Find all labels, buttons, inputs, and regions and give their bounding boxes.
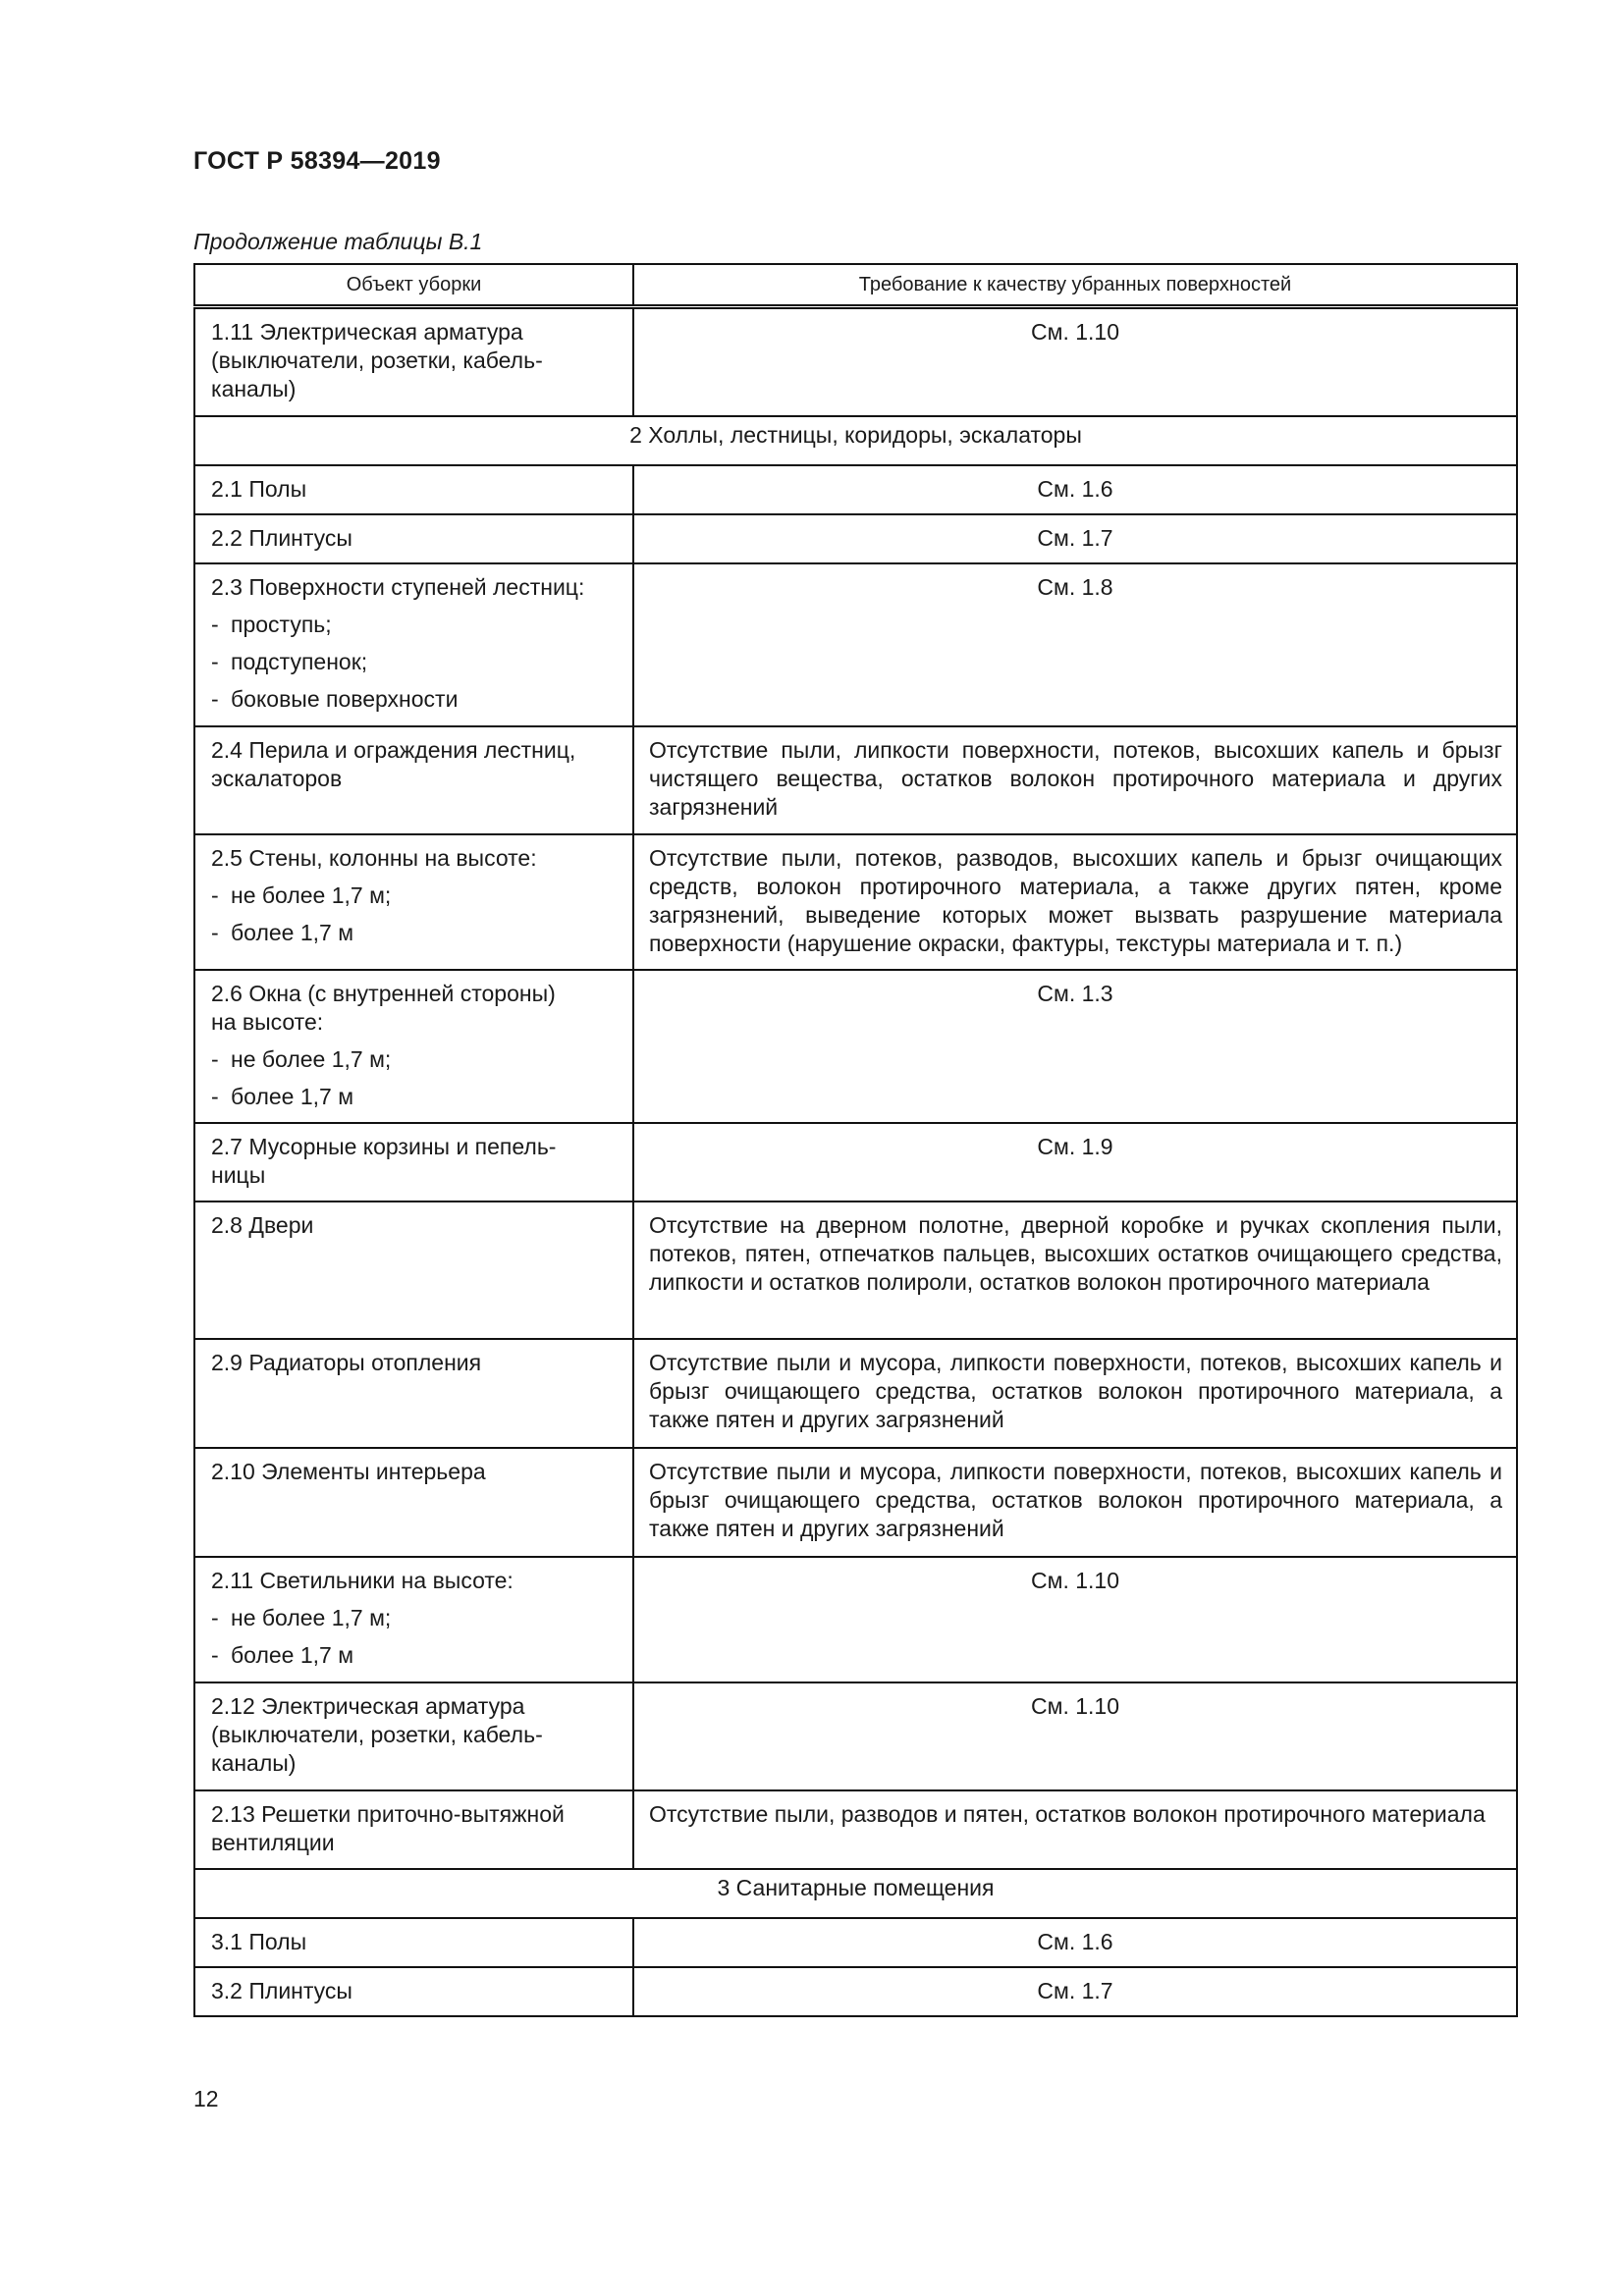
object-cell [194, 307, 633, 416]
column-header-requirement: Требование к качеству убранных поверхностей [633, 264, 1517, 307]
table-row [194, 465, 1517, 514]
page-number: 12 [193, 2086, 219, 2111]
table-row [194, 726, 1517, 834]
object-cell [194, 1123, 633, 1201]
object-text-line: 2.4 Перила и ограждения лестниц, [211, 736, 576, 763]
object-text-line: 2.6 Окна (с внутренней стороны) [211, 980, 556, 1006]
object-text-line: 2.3 Поверхности ступеней лестниц: [211, 573, 585, 600]
table-row [194, 307, 1517, 416]
list-item: - не более 1,7 м; [211, 1045, 621, 1074]
object-text-line: вентиляции [211, 1829, 335, 1855]
table-row [194, 1448, 1517, 1557]
requirement-cell: Отсутствие пыли, потеков, разводов, высохших капель и брызг очищающих средств, волокон протирочного материала, а также других пятен, кроме загрязнений, выведение которых может вызвать разрушение материала поверхности (нарушение окраски, фактуры, текстуры материала и т. п.) [633, 834, 1517, 970]
requirement-cell: Отсутствие пыли, разводов и пятен, остатков волокон протирочного материала [633, 1790, 1517, 1869]
section-row [194, 1869, 1517, 1918]
object-text-line: (выключатели, розетки, кабель- [211, 1721, 543, 1747]
table-row [194, 1918, 1517, 1967]
table-row [194, 1201, 1517, 1339]
object-cell: 2.9 Радиаторы отопления [194, 1339, 633, 1448]
object-text-line: на высоте: [211, 1008, 324, 1035]
table-row [194, 1557, 1517, 1682]
object-text-line: ницы [211, 1161, 266, 1188]
object-text-line: 2.7 Мусорные корзины и пепель- [211, 1133, 557, 1159]
object-text-line: каналы) [211, 376, 297, 401]
requirement-cell: См. 1.6 [633, 1918, 1517, 1967]
requirement-cell: См. 1.7 [633, 514, 1517, 563]
object-text-line: (выключатели, розетки, кабель- [211, 347, 543, 373]
object-text-line: 2.5 Стены, колонны на высоте: [211, 844, 537, 871]
list-item: - не более 1,7 м; [211, 1604, 621, 1632]
table-row [194, 1967, 1517, 2016]
requirement-cell: Отсутствие на дверном полотне, дверной коробке и ручках скопления пыли, потеков, пятен, отпечатков пальцев, высохших остатков очищающего средства, липкости и остатков полироли, остатков волокон протирочного материала [633, 1201, 1517, 1339]
column-header-object: Объект уборки [194, 264, 633, 307]
requirement-cell: См. 1.8 [633, 563, 1517, 726]
table-row [194, 834, 1517, 970]
list-item: - не более 1,7 м; [211, 881, 621, 910]
object-cell [194, 1790, 633, 1869]
list-item: - более 1,7 м [211, 919, 621, 947]
object-text-line: эскалаторов [211, 765, 343, 791]
requirement-cell: Отсутствие пыли и мусора, липкости поверхности, потеков, высохших капель и брызг очищающего средства, остатков волокон протирочного материала, а также пятен и других загрязнений [633, 1448, 1517, 1557]
object-sublist [211, 1604, 621, 1670]
requirement-cell: См. 1.10 [633, 307, 1517, 416]
table-row [194, 563, 1517, 726]
requirement-cell: См. 1.10 [633, 1557, 1517, 1682]
object-cell [194, 970, 633, 1123]
standard-designation: ГОСТ Р 58394—2019 [193, 147, 441, 175]
table-row [194, 970, 1517, 1123]
section-heading: 3 Санитарные помещения [194, 1869, 1517, 1918]
object-cell: 2.1 Полы [194, 465, 633, 514]
table-row [194, 1790, 1517, 1869]
list-item: - боковые поверхности [211, 685, 621, 714]
list-item: - более 1,7 м [211, 1083, 621, 1111]
object-text-line: 2.11 Светильники на высоте: [211, 1567, 514, 1593]
list-item: - подступенок; [211, 648, 621, 676]
object-cell [194, 834, 633, 970]
object-cell [194, 1557, 633, 1682]
object-sublist [211, 1045, 621, 1111]
object-sublist [211, 881, 621, 947]
table-header-row [194, 264, 1517, 307]
table-row [194, 1123, 1517, 1201]
section-row [194, 416, 1517, 465]
object-cell: 3.1 Полы [194, 1918, 633, 1967]
requirement-cell: Отсутствие пыли, липкости поверхности, потеков, высохших капель и брызг чистящего вещества, остатков волокон протирочного материала и других загрязнений [633, 726, 1517, 834]
object-cell [194, 563, 633, 726]
list-item: - более 1,7 м [211, 1641, 621, 1670]
table-row [194, 1682, 1517, 1790]
requirements-table [193, 263, 1518, 2017]
requirement-cell: Отсутствие пыли и мусора, липкости поверхности, потеков, высохших капель и брызг очищающего средства, остатков волокон протирочного материала, а также пятен и других загрязнений [633, 1339, 1517, 1448]
list-item: - проступь; [211, 611, 621, 639]
object-cell [194, 1682, 633, 1790]
object-text-line: 2.12 Электрическая арматура [211, 1692, 525, 1719]
object-cell: 3.2 Плинтусы [194, 1967, 633, 2016]
object-cell: 2.8 Двери [194, 1201, 633, 1339]
table-row [194, 514, 1517, 563]
requirement-cell: См. 1.10 [633, 1682, 1517, 1790]
section-heading: 2 Холлы, лестницы, коридоры, эскалаторы [194, 416, 1517, 465]
object-cell: 2.10 Элементы интерьера [194, 1448, 633, 1557]
object-text-line: 1.11 Электрическая арматура [211, 319, 523, 345]
table-row [194, 1339, 1517, 1448]
object-text-line: 2.13 Решетки приточно-вытяжной [211, 1800, 565, 1827]
requirement-cell: См. 1.6 [633, 465, 1517, 514]
object-cell: 2.2 Плинтусы [194, 514, 633, 563]
table-caption: Продолжение таблицы В.1 [193, 229, 483, 254]
object-cell [194, 726, 633, 834]
object-sublist [211, 611, 621, 714]
requirement-cell: См. 1.3 [633, 970, 1517, 1123]
object-text-line: каналы) [211, 1749, 297, 1776]
requirement-cell: См. 1.9 [633, 1123, 1517, 1201]
requirement-cell: См. 1.7 [633, 1967, 1517, 2016]
